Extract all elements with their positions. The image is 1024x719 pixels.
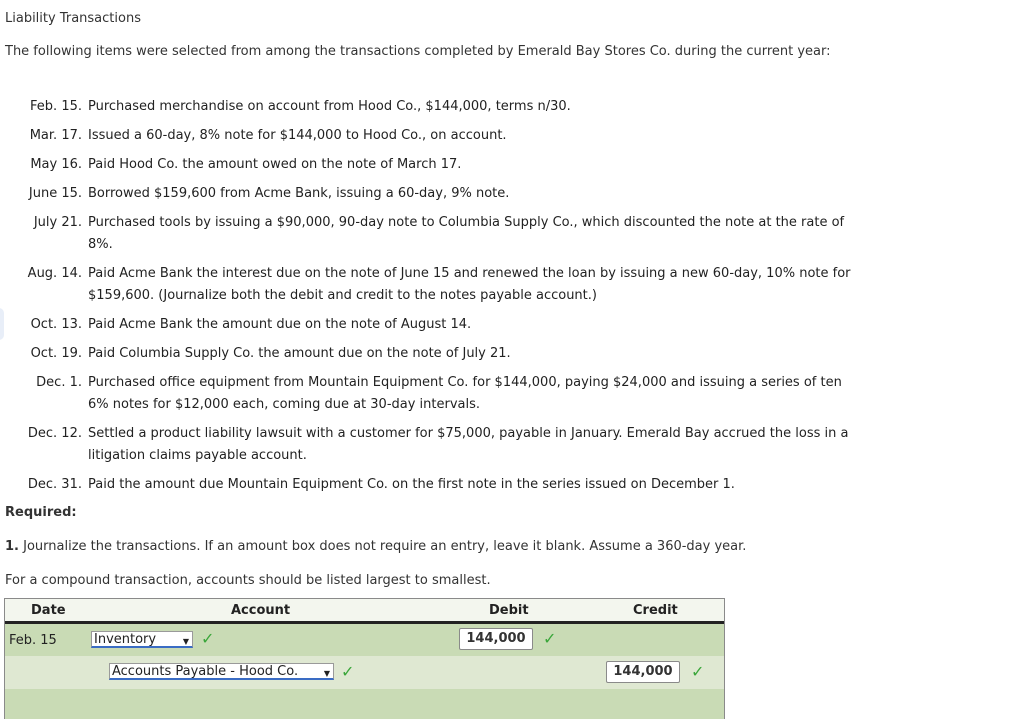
transaction-item xyxy=(0,263,860,307)
transaction-date: May 16. xyxy=(30,157,82,172)
instruction-number: 1. xyxy=(5,539,19,554)
header-credit: Credit xyxy=(633,603,678,618)
credit-input[interactable]: 144,000 xyxy=(606,661,680,683)
dropdown-arrow-icon: ▼ xyxy=(323,669,330,678)
transaction-item xyxy=(0,474,860,496)
checkmark-icon: ✓ xyxy=(201,629,215,648)
transaction-item xyxy=(0,343,860,365)
journal-row xyxy=(5,624,724,656)
instruction-2: For a compound transaction, accounts should be listed largest to smallest. xyxy=(5,573,491,588)
journal-header xyxy=(5,599,724,624)
transaction-date: June 15. xyxy=(28,186,82,201)
journal-row xyxy=(5,656,724,689)
transaction-text: Paid Acme Bank the amount due on the note of August 14. xyxy=(88,317,472,332)
transaction-item xyxy=(0,154,860,176)
page-title: Liability Transactions xyxy=(5,11,141,26)
checkmark-icon: ✓ xyxy=(691,662,705,681)
transaction-date: Dec. 1. xyxy=(36,375,82,390)
transaction-text: Issued a 60-day, 8% note for $144,000 to Hood Co., on account. xyxy=(88,128,507,143)
dropdown-arrow-icon: ▼ xyxy=(182,637,189,646)
intro-text: The following items were selected from among the transactions completed by Emerald Bay Stores Co. during the current year: xyxy=(5,44,831,59)
transaction-item xyxy=(0,125,860,147)
instruction-text: Journalize the transactions. If an amount box does not require an entry, leave it blank. Assume a 360-day year. xyxy=(23,539,747,554)
transaction-text: Purchased tools by issuing a $90,000, 90-day note to Columbia Supply Co., which discounted the note at the rate of 8%. xyxy=(88,215,845,252)
account-select[interactable] xyxy=(91,631,193,648)
transaction-text: Purchased merchandise on account from Hood Co., $144,000, terms n/30. xyxy=(88,99,571,114)
account-select-value: Inventory xyxy=(94,632,157,647)
transaction-item xyxy=(0,183,860,205)
header-account: Account xyxy=(231,603,291,618)
transaction-date: Dec. 31. xyxy=(27,477,82,492)
transaction-date: Oct. 19. xyxy=(30,346,82,361)
transaction-text: Paid Hood Co. the amount owed on the note of March 17. xyxy=(88,157,462,172)
transaction-item xyxy=(0,212,860,256)
journal-row-empty xyxy=(5,689,724,719)
transaction-text: Settled a product liability lawsuit with a customer for $75,000, payable in January. Emerald Bay accrued the loss in a litigation claims payable account. xyxy=(88,426,849,463)
transaction-date: Feb. 15. xyxy=(30,99,82,114)
transaction-date: Dec. 12. xyxy=(27,426,82,441)
transaction-text: Borrowed $159,600 from Acme Bank, issuing a 60-day, 9% note. xyxy=(88,186,510,201)
account-select-value: Accounts Payable - Hood Co. xyxy=(112,664,299,679)
debit-input[interactable]: 144,000 xyxy=(459,628,533,650)
transaction-date: Aug. 14. xyxy=(27,266,82,281)
transaction-item xyxy=(0,314,860,336)
required-heading: Required: xyxy=(5,505,77,520)
row-date: Feb. 15 xyxy=(9,633,57,648)
header-debit: Debit xyxy=(489,603,529,618)
transaction-date: July 21. xyxy=(33,215,82,230)
journal-table xyxy=(4,598,725,719)
transaction-item xyxy=(0,372,860,416)
transaction-text: Purchased office equipment from Mountain Equipment Co. for $144,000, paying $24,000 and issuing a series of ten 6% notes for $12,000 each, coming due at 30-day intervals. xyxy=(88,375,842,412)
checkmark-icon: ✓ xyxy=(341,662,355,681)
transaction-text: Paid Acme Bank the interest due on the note of June 15 and renewed the loan by issuing a new 60-day, 10% note for $159,600. (Journalize both the debit and credit to the notes payable account.) xyxy=(88,266,851,303)
instruction-1 xyxy=(5,539,746,554)
transaction-date: Oct. 13. xyxy=(30,317,82,332)
transaction-item xyxy=(0,423,860,467)
header-date: Date xyxy=(31,603,66,618)
transaction-text: Paid Columbia Supply Co. the amount due on the note of July 21. xyxy=(88,346,511,361)
account-select[interactable] xyxy=(109,663,334,680)
transaction-text: Paid the amount due Mountain Equipment Co. on the first note in the series issued on December 1. xyxy=(88,477,735,492)
transaction-date: Mar. 17. xyxy=(29,128,82,143)
transactions-list xyxy=(0,96,860,503)
checkmark-icon: ✓ xyxy=(543,629,557,648)
transaction-item xyxy=(0,96,860,118)
